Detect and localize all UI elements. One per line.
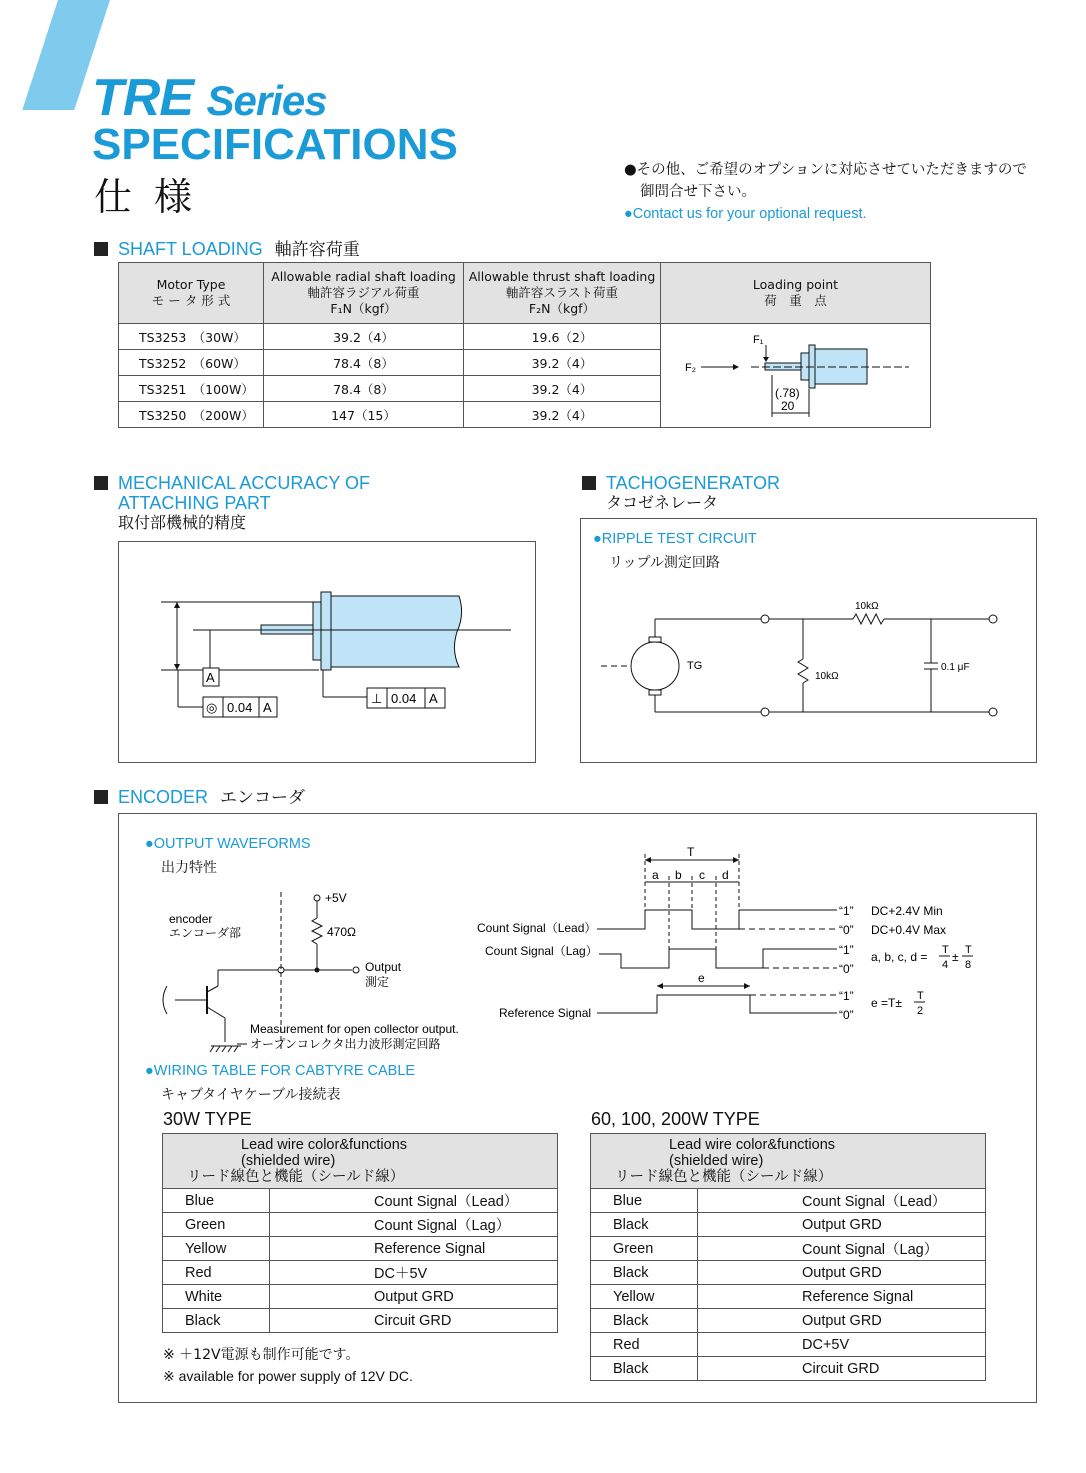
type-30w-heading: 30W TYPE xyxy=(163,1109,252,1129)
table-row: Blue Count Signal（Lead） xyxy=(591,1189,986,1213)
svg-text:“1”: “1” xyxy=(839,904,854,918)
svg-text:d: d xyxy=(722,868,729,882)
col-loading-point: Loading point 荷 重 点 xyxy=(661,263,931,324)
svg-text:エンコーダ部: エンコーダ部 xyxy=(169,926,242,940)
svg-text:a, b, c, d =: a, b, c, d = xyxy=(871,950,928,964)
svg-text:2: 2 xyxy=(917,1005,924,1017)
jp-title: 仕様 xyxy=(94,175,215,219)
wiring-table-60w xyxy=(590,1133,986,1381)
svg-text:Reference Signal: Reference Signal xyxy=(499,1006,592,1020)
svg-text:e =T±: e =T± xyxy=(871,996,902,1010)
wiring-header: Lead wire color&functions (shielded wire) リード線色と機能（シールド線） xyxy=(591,1134,986,1189)
table-row: Yellow Reference Signal xyxy=(163,1237,558,1261)
svg-text:◎: ◎ xyxy=(206,700,218,715)
table-row: TS3250 （200W） 147（15） 39.2（4） xyxy=(119,402,931,428)
encoder-box xyxy=(118,813,1037,1403)
mechanical-accuracy-diagram xyxy=(118,541,536,763)
svg-text:A: A xyxy=(263,700,272,715)
specifications-title: SPECIFICATIONS xyxy=(92,120,458,169)
wiring-title: ●WIRING TABLE FOR CABTYRE CABLE xyxy=(145,1063,416,1079)
svg-text:A: A xyxy=(206,670,215,685)
svg-text:オープンコレクタ出力波形測定回路: オープンコレクタ出力波形測定回路 xyxy=(250,1037,441,1051)
svg-text:20: 20 xyxy=(781,398,795,413)
svg-text:T: T xyxy=(917,990,924,1002)
encoder-circuit xyxy=(119,814,1036,1064)
mechanical-accuracy-heading: MECHANICAL ACCURACY OF ATTACHING PART 取付部機械的精度 xyxy=(94,473,370,533)
svg-text:“0”: “0” xyxy=(839,962,854,976)
svg-text:⊥: ⊥ xyxy=(371,691,383,706)
svg-text:10kΩ: 10kΩ xyxy=(815,671,839,682)
svg-text:A: A xyxy=(429,691,438,706)
svg-text:DC+2.4V Min: DC+2.4V Min xyxy=(871,904,943,918)
svg-text:±: ± xyxy=(952,950,959,964)
svg-text:c: c xyxy=(699,868,705,882)
table-row: Black Circuit GRD xyxy=(591,1357,986,1381)
note-jp-1: ●その他、ご希望のオプションに対応させていただきますので xyxy=(624,162,1027,178)
waveforms-title-jp: 出力特性 xyxy=(161,860,217,876)
svg-text:10kΩ: 10kΩ xyxy=(855,601,879,612)
svg-text:Measurement for open collector: Measurement for open collector output. xyxy=(250,1022,459,1036)
svg-text:測定: 測定 xyxy=(365,975,390,989)
table-row: Black Circuit GRD xyxy=(163,1309,558,1333)
wiring-header: Lead wire color&functions (shielded wire) リード線色と機能（シールド線） xyxy=(163,1134,558,1189)
table-row: Black Output GRD xyxy=(591,1309,986,1333)
svg-text:0.04: 0.04 xyxy=(391,691,417,706)
svg-text:470Ω: 470Ω xyxy=(327,925,356,939)
table-row: White Output GRD xyxy=(163,1285,558,1309)
waveforms-title: ●OUTPUT WAVEFORMS xyxy=(145,836,311,852)
svg-text:Count Signal（Lead）: Count Signal（Lead） xyxy=(477,921,597,935)
tachogenerator-heading: TACHOGENERATOR タコゼネレータ xyxy=(582,473,780,513)
svg-text:DC+0.4V Max: DC+0.4V Max xyxy=(871,923,947,937)
shaft-loading-table xyxy=(118,262,931,428)
svg-text:T: T xyxy=(965,944,972,956)
encoder-heading: ENCODER エンコーダ xyxy=(94,783,305,808)
svg-text:b: b xyxy=(675,868,682,882)
table-row: TS3251 （100W） 78.4（8） 39.2（4） xyxy=(119,376,931,402)
table-row: Red DC＋5V xyxy=(163,1261,558,1285)
svg-text:4: 4 xyxy=(942,959,949,971)
ripple-title-jp: リップル測定回路 xyxy=(609,555,720,571)
ripple-title: ●RIPPLE TEST CIRCUIT xyxy=(593,531,757,547)
col-radial: Allowable radial shaft loading 軸許容ラジアル荷重 F₁N（kgf） xyxy=(264,263,464,324)
svg-text:a: a xyxy=(652,868,659,882)
note-en: ●Contact us for your optional request. xyxy=(624,206,867,222)
svg-text:e: e xyxy=(698,971,705,985)
table-row: Yellow Reference Signal xyxy=(591,1285,986,1309)
table-row: Black Output GRD xyxy=(591,1213,986,1237)
svg-text:0.1 μF: 0.1 μF xyxy=(941,662,970,673)
ripple-test-box xyxy=(580,518,1037,763)
svg-text:8: 8 xyxy=(965,959,972,971)
series-title: TRE Series xyxy=(92,69,327,127)
svg-text:“1”: “1” xyxy=(839,989,854,1003)
svg-text:Output: Output xyxy=(365,960,402,974)
col-motor-type: Motor Type モ ー タ 形 式 xyxy=(119,263,264,324)
table-row: TS3252 （60W） 78.4（8） 39.2（4） xyxy=(119,350,931,376)
svg-text:F₁: F₁ xyxy=(753,333,764,346)
wiring-title-jp: キャブタイヤケーブル接続表 xyxy=(161,1087,341,1103)
svg-text:Count Signal（Lag）: Count Signal（Lag） xyxy=(485,944,598,958)
svg-text:“1”: “1” xyxy=(839,943,854,957)
svg-text:TG: TG xyxy=(687,660,703,672)
footnote-jp: ※ ＋12V電源も制作可能です。 xyxy=(163,1347,360,1363)
svg-text:“0”: “0” xyxy=(839,1008,854,1022)
svg-text:(.78): (.78) xyxy=(775,385,800,400)
optional-note xyxy=(624,159,1027,225)
svg-text:encoder: encoder xyxy=(169,912,213,926)
svg-text:T: T xyxy=(687,845,695,859)
type-60w-heading: 60, 100, 200W TYPE xyxy=(591,1109,760,1129)
table-row: Blue Count Signal（Lead） xyxy=(163,1189,558,1213)
table-row: Black Output GRD xyxy=(591,1261,986,1285)
table-row: Green Count Signal（Lag） xyxy=(591,1237,986,1261)
shaft-loading-heading: SHAFT LOADING 軸許容荷重 xyxy=(94,235,360,260)
table-row: Green Count Signal（Lag） xyxy=(163,1213,558,1237)
wiring-table-30w xyxy=(162,1133,558,1333)
col-thrust: Allowable thrust shaft loading 軸許容スラスト荷重 F₂N（kgf） xyxy=(464,263,661,324)
table-row: Red DC+5V xyxy=(591,1333,986,1357)
table-row: TS3253 （30W） 39.2（4） 19.6（2） F₁ F₂ (.78) 20 xyxy=(119,324,931,350)
svg-text:0.04: 0.04 xyxy=(227,700,253,715)
footnote-en: ※ available for power supply of 12V DC. xyxy=(163,1368,413,1384)
svg-text:F₂: F₂ xyxy=(685,361,696,374)
svg-text:“0”: “0” xyxy=(839,923,854,937)
loading-point-diagram xyxy=(661,324,931,428)
svg-text:T: T xyxy=(942,944,949,956)
svg-text:+5V: +5V xyxy=(325,891,347,905)
note-jp-2: 御問合せ下さい。 xyxy=(640,184,756,200)
